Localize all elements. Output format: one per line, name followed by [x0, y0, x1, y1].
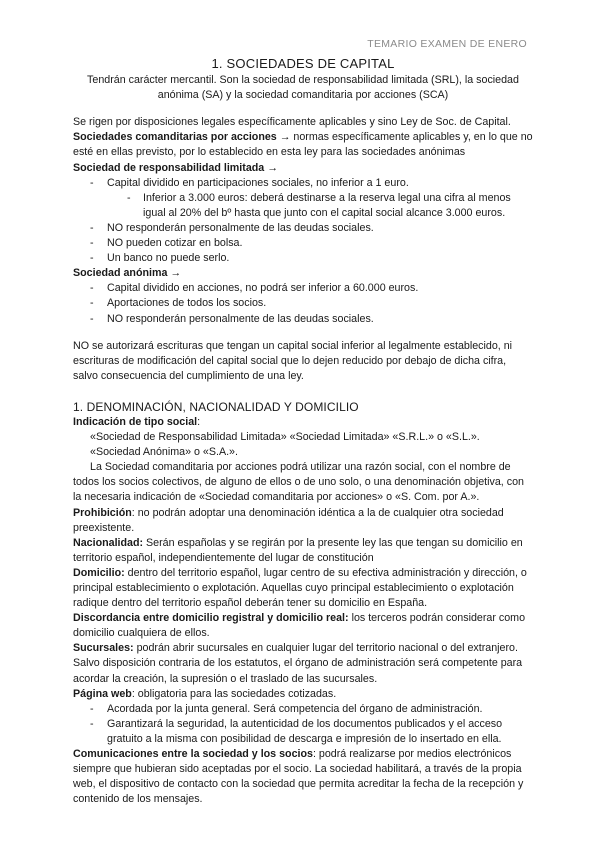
tipo-label: Indicación de tipo social — [73, 415, 198, 428]
sucursales-label: Sucursales: — [73, 642, 134, 655]
nacionalidad-label: Nacionalidad: — [73, 536, 144, 549]
discordancia-label: Discordancia entre domicilio registral y domicilio real: — [73, 612, 349, 625]
sucursales-text: podrán abrir sucursales en cualquier lugar del territorio nacional o del extranjero. Salvo disposición contraria de los estatutos, el órgano de administración será competente para acordar la creación, la supresión o el traslado de las sucursales. — [73, 642, 523, 685]
list-item: - Un banco no puede serlo. — [73, 251, 533, 266]
list-item: - Capital dividido en participaciones sociales, no inferior a 1 euro. — [73, 176, 533, 191]
document-page — [73, 56, 533, 807]
srl-heading — [73, 161, 533, 176]
section-title: 1. SOCIEDADES DE CAPITAL — [211, 56, 395, 71]
nacionalidad-text: Serán españolas y se regirán por la presente ley las que tengan su domicilio en territorio español, independientemente del lugar de constitución — [73, 536, 523, 564]
intro-paragraph: Se rigen por disposiciones legales específicamente aplicables y sino Ley de Soc. de Capital. — [73, 116, 511, 129]
srl-label: Sociedad de responsabilidad limitada — [73, 161, 265, 174]
list-item: - Aportaciones de todos los socios. — [73, 296, 533, 311]
domicilio-text: dentro del territorio español, lugar centro de su efectiva administración y dirección, o principal establecimiento o explotación. Aquellas cuyo principal establecimiento o explotación radique dentro del territorio español deberán tener su domicilio en España. — [73, 566, 527, 610]
sa-list — [73, 281, 533, 326]
list-item: - NO pueden cotizar en bolsa. — [73, 236, 533, 251]
prohibicion-label: Prohibición — [73, 506, 132, 519]
running-header: TEMARIO EXAMEN DE ENERO — [367, 38, 527, 50]
sca-label: Sociedades comanditarias por acciones — [73, 131, 277, 144]
comunicaciones-text: : podrá realizarse por medios electrónicos siempre que hubieran sido aceptadas por el socio. La sociedad habilitará, a través de la propia web, el dispositivo de contacto con la sociedad que permita acreditar la fecha de la recepción y contenido de los mensajes. — [73, 748, 524, 806]
nacionalidad-paragraph — [73, 536, 533, 566]
sca-text: → normas específicamente aplicables y, en lo que no esté en ellas previsto, por lo establecido en esta ley para las sociedades anónimas — [73, 131, 533, 159]
sa-label: Sociedad anónima — [73, 267, 168, 280]
spacer — [73, 327, 533, 339]
web-label: Página web — [73, 687, 132, 700]
web-paragraph — [73, 687, 533, 702]
prohibicion-paragraph — [73, 506, 533, 536]
sa-arrow: → — [167, 267, 182, 280]
tipo-heading — [73, 415, 533, 430]
sa-heading — [73, 266, 533, 281]
tipo-line-1: «Sociedad de Responsabilidad Limitada» «Sociedad Limitada» «S.R.L.» o «S.L.». — [90, 431, 480, 444]
discordancia-paragraph — [73, 611, 533, 641]
list-item: - NO responderán personalmente de las deudas sociales. — [73, 312, 533, 327]
comunicaciones-paragraph — [73, 747, 533, 807]
sca-paragraph — [73, 130, 533, 160]
closing-paragraph: NO se autorizará escrituras que tengan un capital social inferior al legalmente establecido, ni escrituras de modificación del capital social que lo dejen reducido por debajo de dicha cifra, salvo consecuencia del cumplimiento de una ley. — [73, 339, 513, 382]
discordancia-text: los terceros podrán considerar como domicilio cualquiera de ellos. — [73, 612, 526, 640]
tipo-colon: : — [197, 415, 201, 428]
spacer — [73, 384, 533, 396]
tipo-line-2: «Sociedad Anónima» o «S.A.». — [90, 446, 238, 459]
comunicaciones-label: Comunicaciones entre la sociedad y los socios — [73, 748, 313, 761]
prohibicion-text: : no podrán adoptar una denominación idéntica a la de cualquier otra sociedad preexistente. — [73, 506, 504, 534]
list-item: - Garantizará la seguridad, la autenticidad de los documentos publicados y el acceso gratuito a la misma con posibilidad de descarga e impresión de lo insertado en ella. — [73, 717, 533, 747]
web-text: : obligatoria para las sociedades cotizadas. — [131, 687, 337, 700]
subsection-heading: 1. DENOMINACIÓN, NACIONALIDAD Y DOMICILIO — [73, 399, 359, 414]
domicilio-label: Domicilio: — [73, 566, 125, 579]
list-subitem: - Inferior a 3.000 euros: deberá destinarse a la reserva legal una cifra al menos igual al 20% del bº hasta que junto con el capital social alcance 3.000 euros. — [73, 191, 533, 221]
list-item: - NO responderán personalmente de las deudas sociales. — [73, 221, 533, 236]
list-item: - Capital dividido en acciones, no podrá ser inferior a 60.000 euros. — [73, 281, 533, 296]
srl-list — [73, 176, 533, 267]
tipo-paragraph: La Sociedad comanditaria por acciones podrá utilizar una razón social, con el nombre de todos los socios colectivos, de alguno de ellos o de uno solo, o una denominación objetiva, con la necesaria indicación de «Sociedad comanditaria por acciones» o «S. Com. por A.». — [73, 461, 524, 504]
section-subtitle: Tendrán carácter mercantil. Son la sociedad de responsabilidad limitada (SRL), la sociedad anónima (SA) y la sociedad comanditaria por acciones (SCA) — [87, 74, 519, 102]
domicilio-paragraph — [73, 566, 533, 611]
srl-arrow: → — [264, 161, 278, 174]
list-item: - Acordada por la junta general. Será competencia del órgano de administración. — [73, 702, 533, 717]
web-list — [73, 702, 533, 747]
sucursales-paragraph — [73, 641, 533, 686]
